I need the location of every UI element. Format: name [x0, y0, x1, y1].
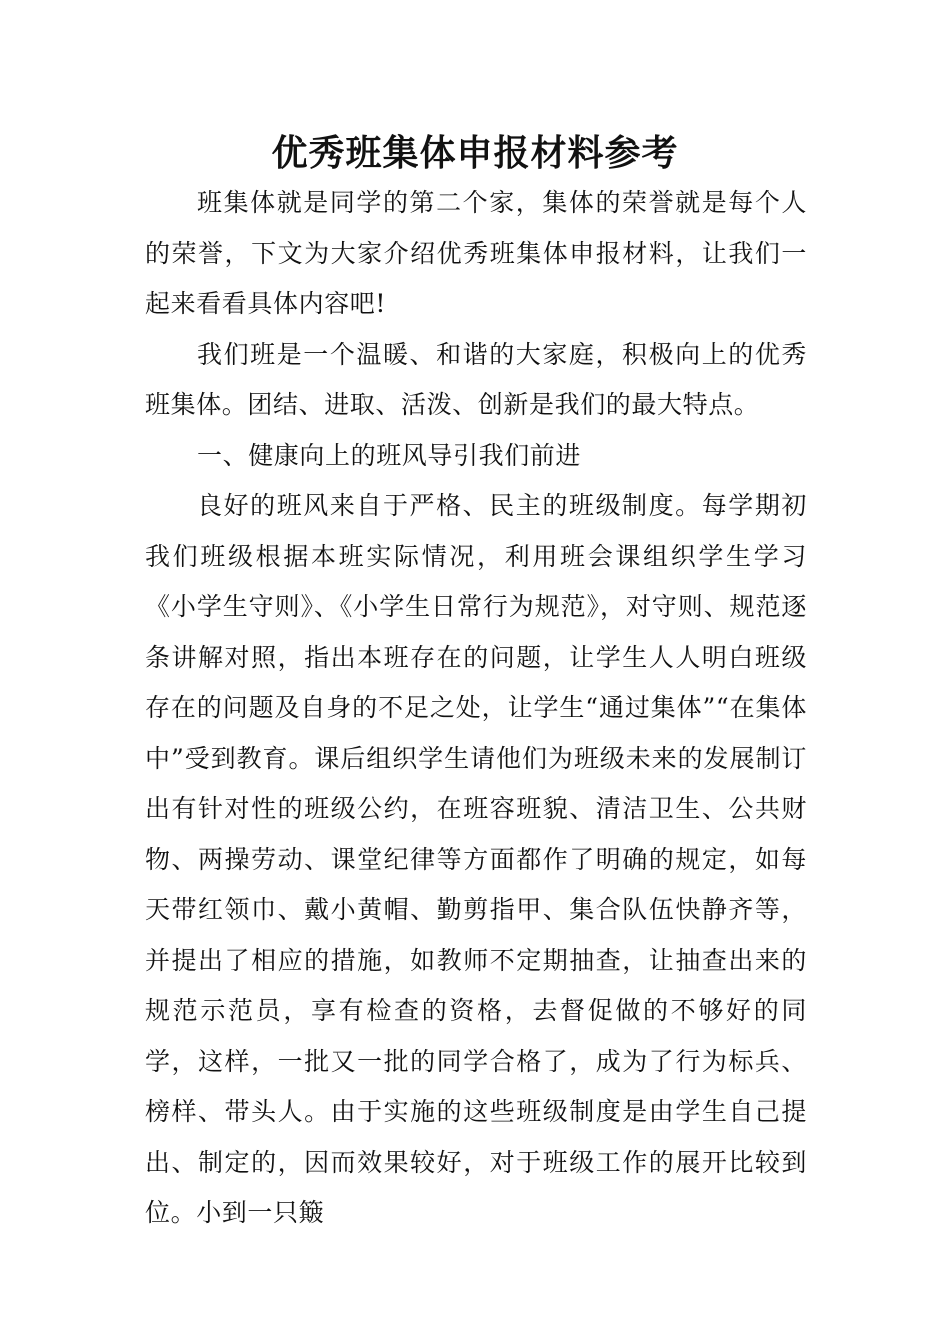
section-heading-1: 一、健康向上的班风导引我们前进: [197, 440, 582, 470]
paragraph-intro: 班集体就是同学的第二个家，集体的荣誉就是每个人的荣誉，下文为大家介绍优秀班集体申报材料，让我们一起来看看具体内容吧!: [145, 188, 807, 318]
document-body: [145, 178, 807, 1239]
paragraph-class-rules: 良好的班风来自于严格、民主的班级制度。每学期初我们班级根据本班实际情况，利用班会课组织学生学习《小学生守则》、《小学生日常行为规范》，对守则、规范逐条讲解对照，指出本班存在的问题，让学生人人明白班级存在的问题及自身的不足之处，让学生“通过集体”“在集体中”受到教育。课后组织学生请他们为班级未来的发展制订出有针对性的班级公约，在班容班貌、清洁卫生、公共财物、两操劳动、课堂纪律等方面都作了明确的规定，如每天带红领巾、戴小黄帽、勤剪指甲、集合队伍快静齐等，并提出了相应的措施，如教师不定期抽查，让抽查出来的规范示范员，享有检查的资格，去督促做的不够好的同学，这样，一批又一批的同学合格了，成为了行为标兵、榜样、带头人。由于实施的这些班级制度是由学生自己提出、制定的，因而效果较好，对于班级工作的展开比较到位。小到一只簸: [145, 491, 807, 1227]
paragraph-class-description: 我们班是一个温暖、和谐的大家庭，积极向上的优秀班集体。团结、进取、活泼、创新是我们的最大特点。: [145, 339, 807, 419]
document-title: 优秀班集体申报材料参考: [271, 133, 679, 174]
